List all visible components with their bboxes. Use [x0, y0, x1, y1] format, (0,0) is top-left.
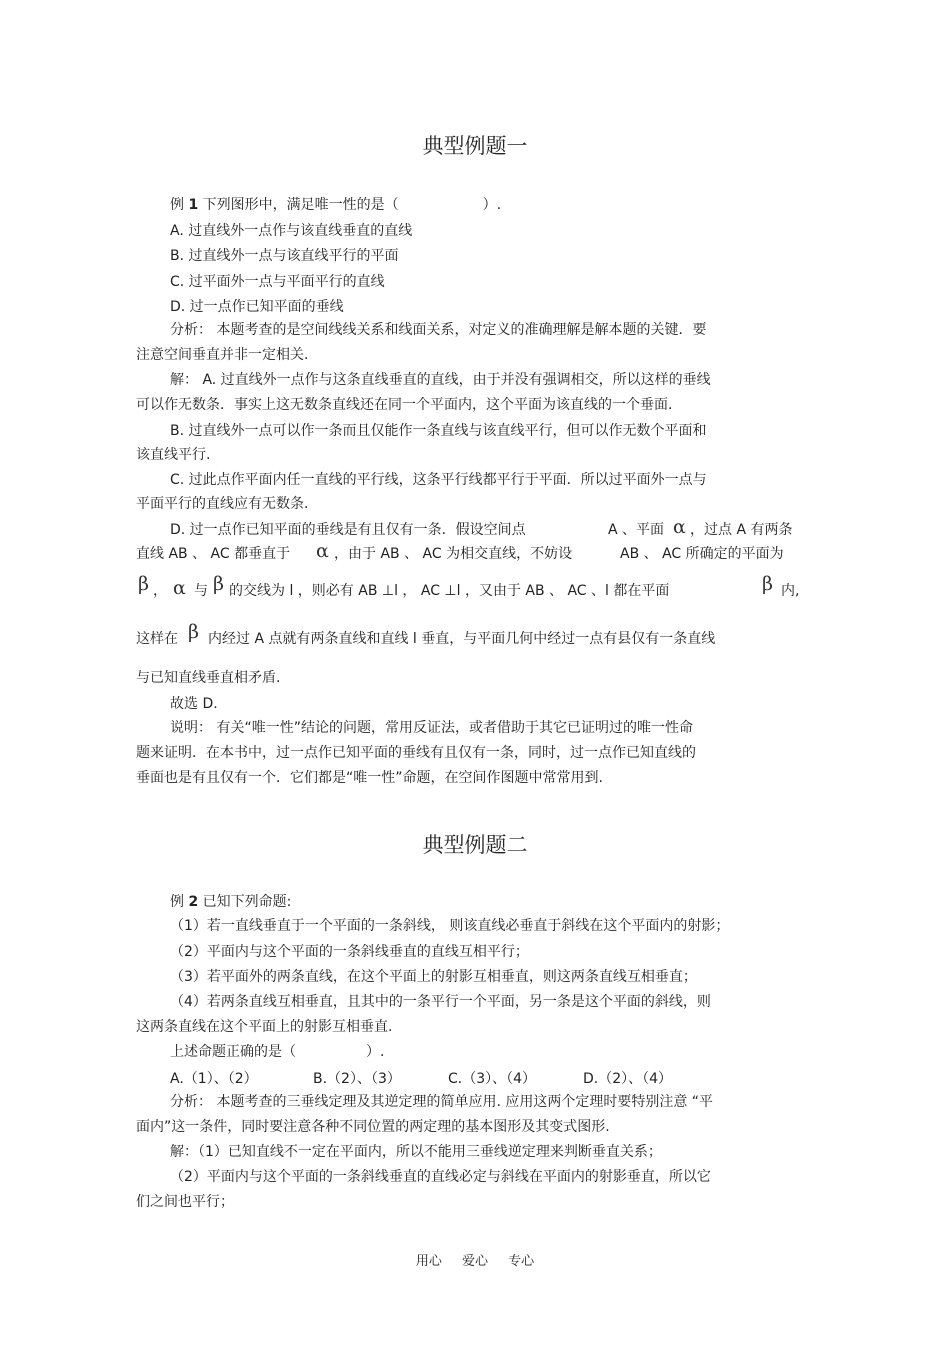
option-d: D. 过一点作已知平面的垂线 — [170, 299, 344, 315]
solution-a-line-1: 解： A. 过直线外一点作与这条直线垂直的直线，由于并没有强调相交，所以这样的垂线 — [170, 372, 711, 388]
solution-c-line-1: C. 过此点作平面内任一直线的平行线，这条平行线都平行于平面．所以过平面外一点与 — [170, 472, 707, 488]
alpha-symbol: α — [673, 516, 686, 538]
option-b: B. 过直线外一点与该直线平行的平面 — [170, 248, 399, 264]
question-prefix: 例 — [170, 894, 184, 910]
question-prefix: 例 — [170, 197, 184, 213]
solution-d-line-2b: ，由于 AB 、 AC 为相交直线，不妨设 — [334, 546, 573, 562]
note-line-3: 垂面也是有且仅有一个．它们都是“唯一性”命题，在空间作图题中常常用到. — [136, 770, 603, 786]
proposition-4: （4）若两条直线互相垂直，且其中的一条平行一个平面，另一条是这个平面的斜线，则 — [170, 994, 711, 1010]
solution-2-line-2: （2）平面内与这个平面的一条斜线垂直的直线必定与斜线在平面内的射影垂直，所以它 — [170, 1169, 711, 1185]
question-number: 2 — [188, 894, 199, 910]
beta-symbol: β — [188, 621, 199, 643]
page-footer: 用心 爱心 专心 — [415, 1254, 535, 1269]
solution-d-line-4b: 内经过 A 点就有两条直线和直线 l 垂直，与平面几何中经过一点有县仅有一条直线 — [208, 631, 716, 647]
solution-d-line-4a: 这样在 — [136, 631, 178, 647]
solution-d-line-3c: 的交线为 l ，则必有 AB ⊥l ， AC ⊥l ，又由于 AB 、 AC 、l 都在平面 — [229, 583, 670, 599]
question-text: 下列图形中，满足唯一性的是（ ）. — [202, 197, 502, 213]
solution-d-line-3a: ， — [153, 583, 167, 599]
solution-b-line-2: 该直线平行. — [136, 447, 211, 463]
analysis-line-2: 注意空间垂直并非一定相关. — [136, 347, 309, 363]
beta-symbol: β — [213, 573, 224, 595]
proposition-4-cont: 这两条直线在这个平面上的射影互相垂直. — [136, 1019, 393, 1035]
question-2 — [170, 893, 291, 911]
analysis-2-line-2: 面内”这一条件，同时要注意各种不同位置的两定理的基本图形及其变式图形. — [136, 1119, 610, 1135]
choice-c: C.（3）、（4） — [448, 1071, 537, 1087]
proposition-1: （1）若一直线垂直于一个平面的一条斜线， 则该直线必垂直于斜线在这个平面内的射影； — [170, 918, 730, 934]
question-2-prompt: 上述命题正确的是（ ）. — [170, 1044, 385, 1060]
beta-symbol: β — [762, 573, 773, 595]
note-line-2: 题来证明．在本书中，过一点作已知平面的垂线有且仅有一条，同时，过一点作已知直线的 — [136, 745, 696, 761]
question-text: 已知下列命题: — [202, 894, 292, 910]
option-c: C. 过平面外一点与平面平行的直线 — [170, 274, 385, 290]
solution-d-line-3b: 与 — [194, 583, 208, 599]
choice-d: D.（2）、（4） — [583, 1071, 673, 1087]
question-1 — [170, 196, 501, 214]
choice-a: A.（1）、（2） — [170, 1071, 258, 1087]
section-title-1: 典型例题一 — [422, 134, 528, 158]
solution-d-line-3d: 内, — [781, 583, 800, 599]
solution-d-line-2c: AB 、 AC 所确定的平面为 — [620, 546, 784, 562]
solution-d-line-1b: A 、平面 — [608, 522, 665, 538]
analysis-2-line-1: 分析： 本题考查的三垂线定理及其逆定理的简单应用. 应用这两个定理时要特别注意 “平 — [170, 1094, 714, 1110]
solution-2-line-1: 解：（1）已知直线不一定在平面内，所以不能用三垂线逆定理来判断垂直关系； — [170, 1144, 662, 1160]
proposition-3: （3）若平面外的两条直线，在这个平面上的射影互相垂直，则这两条直线互相垂直； — [170, 969, 697, 985]
alpha-symbol: α — [316, 540, 329, 562]
solution-d-line-1a: D. 过一点作已知平面的垂线是有且仅有一条．假设空间点 — [170, 522, 526, 538]
beta-symbol: β — [138, 573, 149, 595]
choice-b: B.（2）、（3） — [313, 1071, 401, 1087]
section-title-2: 典型例题二 — [422, 833, 528, 857]
solution-b-line-1: B. 过直线外一点可以作一条而且仅能作一条直线与该直线平行，但可以作无数个平面和 — [170, 423, 707, 439]
solution-2-line-3: 们之间也平行； — [136, 1194, 234, 1210]
solution-d-line-5: 与已知直线垂直相矛盾. — [136, 670, 281, 686]
solution-a-line-2: 可以作无数条．事实上这无数条直线还在同一个平面内，这个平面为该直线的一个垂面. — [136, 397, 673, 413]
solution-d-line-2a: 直线 AB 、 AC 都垂直于 — [136, 546, 291, 562]
alpha-symbol: α — [173, 577, 186, 599]
question-number: 1 — [188, 197, 199, 213]
answer-1: 故选 D. — [170, 696, 218, 712]
solution-d-line-1c: ，过点 A 有两条 — [690, 522, 793, 538]
solution-c-line-2: 平面平行的直线应有无数条. — [136, 496, 309, 512]
analysis-line-1: 分析： 本题考查的是空间线线关系和线面关系，对定义的准确理解是解本题的关键．要 — [170, 322, 707, 338]
proposition-2: （2）平面内与这个平面的一条斜线垂直的直线互相平行； — [170, 944, 529, 960]
note-line-1: 说明： 有关“唯一性”结论的问题，常用反证法，或者借助于其它已证明过的唯一性命 — [170, 720, 693, 736]
option-a: A. 过直线外一点作与该直线垂直的直线 — [170, 223, 413, 239]
